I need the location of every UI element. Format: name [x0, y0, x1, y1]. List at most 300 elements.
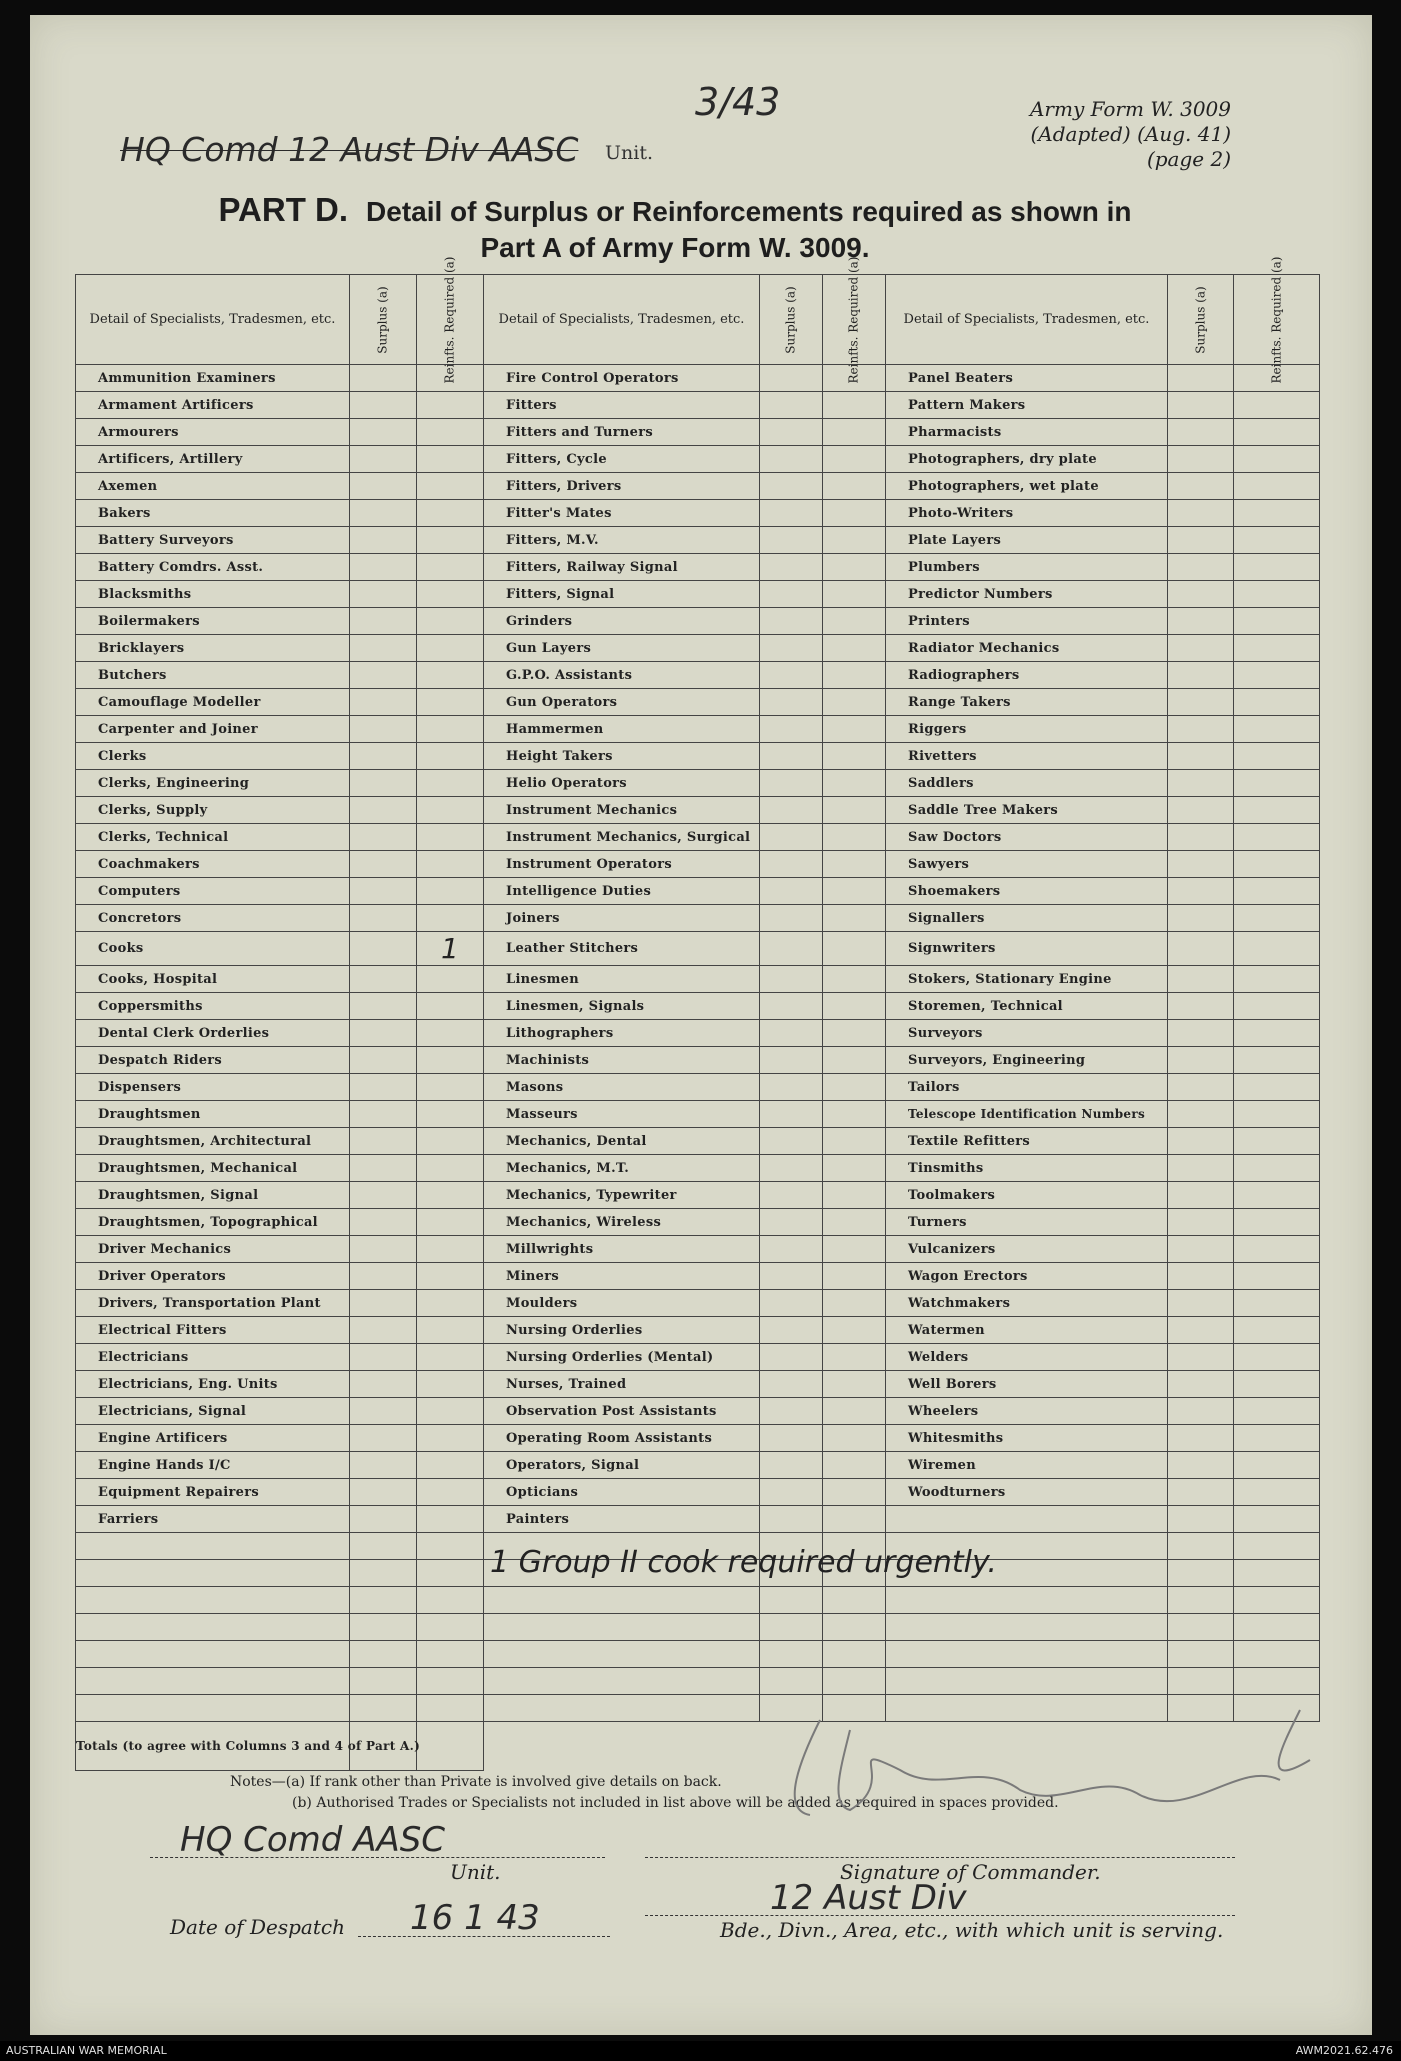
surplus-cell[interactable] [350, 1209, 417, 1236]
blank-cell[interactable] [484, 1614, 760, 1641]
reinf-cell[interactable] [417, 1452, 484, 1479]
surplus-cell[interactable] [760, 1398, 823, 1425]
blank-cell[interactable] [1234, 1587, 1320, 1614]
surplus-cell[interactable] [1168, 365, 1234, 392]
surplus-cell[interactable] [350, 1425, 417, 1452]
reinf-cell[interactable] [417, 473, 484, 500]
reinf-cell[interactable] [417, 1506, 484, 1533]
blank-cell[interactable] [350, 1533, 417, 1560]
surplus-cell[interactable] [350, 743, 417, 770]
reinf-cell[interactable] [823, 905, 886, 932]
reinf-cell[interactable] [823, 824, 886, 851]
reinf-cell[interactable] [417, 1182, 484, 1209]
reinf-cell[interactable] [417, 1074, 484, 1101]
reinf-cell[interactable] [1234, 1452, 1320, 1479]
blank-cell[interactable] [76, 1668, 350, 1695]
surplus-cell[interactable] [1168, 743, 1234, 770]
surplus-cell[interactable] [1168, 1371, 1234, 1398]
blank-cell[interactable] [417, 1668, 484, 1695]
reinf-cell[interactable] [417, 581, 484, 608]
blank-cell[interactable] [1168, 1614, 1234, 1641]
surplus-cell[interactable] [350, 662, 417, 689]
surplus-cell[interactable] [350, 993, 417, 1020]
surplus-cell[interactable] [350, 1182, 417, 1209]
surplus-cell[interactable] [1168, 905, 1234, 932]
blank-cell[interactable] [484, 1695, 760, 1722]
reinf-cell[interactable] [417, 905, 484, 932]
surplus-cell[interactable] [760, 392, 823, 419]
reinf-cell[interactable] [1234, 689, 1320, 716]
surplus-cell[interactable] [350, 716, 417, 743]
reinf-cell[interactable] [823, 1479, 886, 1506]
blank-cell[interactable] [417, 1560, 484, 1587]
reinf-cell[interactable] [417, 1128, 484, 1155]
surplus-cell[interactable] [350, 527, 417, 554]
reinf-cell[interactable] [1234, 797, 1320, 824]
blank-cell[interactable] [760, 1587, 823, 1614]
surplus-cell[interactable] [350, 689, 417, 716]
blank-cell[interactable] [886, 1641, 1168, 1668]
surplus-cell[interactable] [760, 662, 823, 689]
surplus-cell[interactable] [760, 716, 823, 743]
reinf-cell[interactable] [823, 1047, 886, 1074]
surplus-cell[interactable] [760, 581, 823, 608]
reinf-cell[interactable] [1234, 770, 1320, 797]
reinf-cell[interactable] [417, 635, 484, 662]
surplus-cell[interactable] [760, 1047, 823, 1074]
surplus-cell[interactable] [1168, 1452, 1234, 1479]
surplus-cell[interactable] [350, 635, 417, 662]
reinf-cell[interactable] [1234, 932, 1320, 966]
surplus-cell[interactable] [760, 1182, 823, 1209]
reinf-cell[interactable] [1234, 1182, 1320, 1209]
surplus-cell[interactable] [1168, 1047, 1234, 1074]
surplus-cell[interactable] [350, 581, 417, 608]
surplus-cell[interactable] [760, 1101, 823, 1128]
reinf-cell[interactable] [417, 824, 484, 851]
surplus-cell[interactable] [760, 554, 823, 581]
reinf-cell[interactable] [823, 1398, 886, 1425]
reinf-cell[interactable] [1234, 662, 1320, 689]
blank-cell[interactable] [417, 1533, 484, 1560]
surplus-cell[interactable] [350, 1236, 417, 1263]
surplus-cell[interactable] [1168, 1236, 1234, 1263]
surplus-cell[interactable] [1168, 527, 1234, 554]
blank-cell[interactable] [76, 1587, 350, 1614]
blank-cell[interactable] [76, 1533, 350, 1560]
surplus-cell[interactable] [760, 1479, 823, 1506]
reinf-cell[interactable] [823, 392, 886, 419]
surplus-cell[interactable] [760, 932, 823, 966]
reinf-cell[interactable] [417, 966, 484, 993]
surplus-cell[interactable] [350, 851, 417, 878]
reinf-cell[interactable] [417, 1398, 484, 1425]
reinf-cell[interactable] [417, 608, 484, 635]
surplus-cell[interactable] [760, 473, 823, 500]
surplus-cell[interactable] [350, 1020, 417, 1047]
blank-cell[interactable] [1234, 1614, 1320, 1641]
blank-cell[interactable] [760, 1668, 823, 1695]
reinf-cell[interactable] [417, 689, 484, 716]
reinf-cell[interactable] [417, 1425, 484, 1452]
reinf-cell[interactable] [1234, 1398, 1320, 1425]
blank-cell[interactable] [760, 1614, 823, 1641]
surplus-cell[interactable] [350, 392, 417, 419]
reinf-cell[interactable] [823, 1074, 886, 1101]
surplus-cell[interactable] [350, 419, 417, 446]
reinf-cell[interactable] [417, 851, 484, 878]
surplus-cell[interactable] [1168, 419, 1234, 446]
surplus-cell[interactable] [1168, 608, 1234, 635]
surplus-cell[interactable] [1168, 1182, 1234, 1209]
surplus-cell[interactable] [350, 1290, 417, 1317]
reinf-cell[interactable] [823, 993, 886, 1020]
reinf-cell[interactable] [823, 635, 886, 662]
reinf-cell[interactable] [1234, 824, 1320, 851]
reinf-cell[interactable] [417, 1344, 484, 1371]
surplus-cell[interactable] [350, 1344, 417, 1371]
surplus-cell[interactable] [1168, 966, 1234, 993]
surplus-cell[interactable] [760, 689, 823, 716]
blank-cell[interactable] [350, 1560, 417, 1587]
surplus-cell[interactable] [350, 500, 417, 527]
surplus-cell[interactable] [760, 824, 823, 851]
surplus-cell[interactable] [350, 966, 417, 993]
reinf-cell[interactable] [823, 966, 886, 993]
reinf-cell[interactable] [823, 1155, 886, 1182]
reinf-cell[interactable] [1234, 1344, 1320, 1371]
reinf-cell[interactable] [417, 446, 484, 473]
reinf-cell[interactable] [823, 419, 886, 446]
reinf-cell[interactable] [1234, 473, 1320, 500]
reinf-cell[interactable] [1234, 743, 1320, 770]
reinf-cell[interactable] [1234, 1506, 1320, 1533]
surplus-cell[interactable] [1168, 1479, 1234, 1506]
surplus-cell[interactable] [350, 1452, 417, 1479]
reinf-cell[interactable] [1234, 1047, 1320, 1074]
surplus-cell[interactable] [350, 824, 417, 851]
surplus-cell[interactable] [760, 365, 823, 392]
surplus-cell[interactable] [350, 1506, 417, 1533]
surplus-cell[interactable] [760, 608, 823, 635]
reinf-cell[interactable] [823, 662, 886, 689]
surplus-cell[interactable] [350, 1074, 417, 1101]
surplus-cell[interactable] [760, 1020, 823, 1047]
reinf-cell[interactable] [417, 1371, 484, 1398]
surplus-cell[interactable] [350, 1263, 417, 1290]
surplus-cell[interactable] [760, 527, 823, 554]
surplus-cell[interactable] [350, 446, 417, 473]
blank-cell[interactable] [484, 1587, 760, 1614]
surplus-cell[interactable] [760, 1209, 823, 1236]
reinf-cell[interactable] [417, 1047, 484, 1074]
reinf-cell[interactable] [823, 1128, 886, 1155]
reinf-cell[interactable] [823, 1425, 886, 1452]
reinf-cell[interactable] [823, 1344, 886, 1371]
reinf-cell[interactable] [823, 1452, 886, 1479]
reinf-cell[interactable] [417, 1290, 484, 1317]
reinf-cell[interactable] [1234, 1290, 1320, 1317]
surplus-cell[interactable] [760, 1128, 823, 1155]
blank-cell[interactable] [1234, 1641, 1320, 1668]
blank-cell[interactable] [823, 1614, 886, 1641]
surplus-cell[interactable] [760, 419, 823, 446]
surplus-cell[interactable] [1168, 878, 1234, 905]
reinf-cell[interactable] [823, 1263, 886, 1290]
blank-cell[interactable] [350, 1668, 417, 1695]
reinf-cell[interactable] [417, 1101, 484, 1128]
surplus-cell[interactable] [760, 1074, 823, 1101]
reinf-cell[interactable] [823, 1290, 886, 1317]
blank-cell[interactable] [76, 1560, 350, 1587]
blank-cell[interactable] [886, 1668, 1168, 1695]
reinf-cell[interactable] [823, 527, 886, 554]
surplus-cell[interactable] [1168, 689, 1234, 716]
reinf-cell[interactable] [417, 1209, 484, 1236]
reinf-cell[interactable] [1234, 419, 1320, 446]
reinf-cell[interactable] [417, 1479, 484, 1506]
reinf-cell[interactable] [1234, 1128, 1320, 1155]
reinf-cell[interactable] [1234, 554, 1320, 581]
reinf-cell[interactable] [1234, 1263, 1320, 1290]
surplus-cell[interactable] [1168, 932, 1234, 966]
surplus-cell[interactable] [350, 770, 417, 797]
reinf-cell[interactable] [823, 1506, 886, 1533]
reinf-cell[interactable] [1234, 1479, 1320, 1506]
reinf-cell[interactable] [823, 473, 886, 500]
reinf-cell[interactable] [417, 1155, 484, 1182]
surplus-cell[interactable] [1168, 554, 1234, 581]
reinf-cell[interactable] [1234, 966, 1320, 993]
reinf-cell[interactable] [823, 1236, 886, 1263]
surplus-cell[interactable] [350, 932, 417, 966]
surplus-cell[interactable] [760, 770, 823, 797]
reinf-cell[interactable] [1234, 851, 1320, 878]
surplus-cell[interactable] [1168, 1344, 1234, 1371]
blank-cell[interactable] [484, 1641, 760, 1668]
surplus-cell[interactable] [1168, 716, 1234, 743]
surplus-cell[interactable] [1168, 1290, 1234, 1317]
surplus-cell[interactable] [760, 797, 823, 824]
reinf-cell[interactable] [823, 770, 886, 797]
blank-cell[interactable] [1234, 1668, 1320, 1695]
surplus-cell[interactable] [760, 500, 823, 527]
surplus-cell[interactable] [1168, 1101, 1234, 1128]
reinf-cell[interactable] [417, 1263, 484, 1290]
reinf-cell[interactable] [1234, 1020, 1320, 1047]
surplus-cell[interactable] [1168, 1020, 1234, 1047]
total-reinf-cell[interactable] [417, 1722, 484, 1771]
surplus-cell[interactable] [760, 1290, 823, 1317]
surplus-cell[interactable] [1168, 500, 1234, 527]
surplus-cell[interactable] [1168, 635, 1234, 662]
surplus-cell[interactable] [1168, 1398, 1234, 1425]
reinf-cell[interactable] [417, 743, 484, 770]
blank-cell[interactable] [417, 1614, 484, 1641]
reinf-cell[interactable] [1234, 716, 1320, 743]
reinf-cell[interactable] [823, 878, 886, 905]
surplus-cell[interactable] [350, 797, 417, 824]
reinf-cell[interactable] [417, 1236, 484, 1263]
blank-cell[interactable] [760, 1641, 823, 1668]
reinf-cell[interactable] [417, 797, 484, 824]
blank-cell[interactable] [1234, 1560, 1320, 1587]
reinf-cell[interactable] [823, 932, 886, 966]
surplus-cell[interactable] [1168, 993, 1234, 1020]
surplus-cell[interactable] [350, 473, 417, 500]
reinf-cell[interactable] [823, 1020, 886, 1047]
surplus-cell[interactable] [760, 1506, 823, 1533]
surplus-cell[interactable] [350, 1371, 417, 1398]
blank-cell[interactable] [417, 1587, 484, 1614]
surplus-cell[interactable] [760, 851, 823, 878]
blank-cell[interactable] [484, 1668, 760, 1695]
reinf-cell[interactable] [1234, 635, 1320, 662]
reinf-cell[interactable] [823, 743, 886, 770]
reinf-cell[interactable] [1234, 446, 1320, 473]
surplus-cell[interactable] [1168, 1155, 1234, 1182]
surplus-cell[interactable] [1168, 1209, 1234, 1236]
surplus-cell[interactable] [1168, 1263, 1234, 1290]
surplus-cell[interactable] [1168, 1425, 1234, 1452]
surplus-cell[interactable] [760, 446, 823, 473]
reinf-cell[interactable] [1234, 500, 1320, 527]
surplus-cell[interactable] [350, 905, 417, 932]
reinf-cell[interactable] [417, 662, 484, 689]
blank-cell[interactable] [76, 1614, 350, 1641]
reinf-cell[interactable] [1234, 993, 1320, 1020]
surplus-cell[interactable] [760, 1155, 823, 1182]
reinf-cell[interactable] [823, 716, 886, 743]
surplus-cell[interactable] [760, 1236, 823, 1263]
reinf-cell[interactable] [417, 770, 484, 797]
surplus-cell[interactable] [350, 1155, 417, 1182]
reinf-cell[interactable] [1234, 392, 1320, 419]
surplus-cell[interactable] [1168, 1074, 1234, 1101]
blank-cell[interactable] [417, 1695, 484, 1722]
reinf-cell[interactable] [1234, 905, 1320, 932]
surplus-cell[interactable] [760, 1371, 823, 1398]
reinf-cell[interactable] [417, 554, 484, 581]
blank-cell[interactable] [886, 1587, 1168, 1614]
surplus-cell[interactable] [760, 1263, 823, 1290]
surplus-cell[interactable] [760, 1317, 823, 1344]
surplus-cell[interactable] [350, 1479, 417, 1506]
reinf-cell[interactable] [1234, 878, 1320, 905]
surplus-cell[interactable] [1168, 1128, 1234, 1155]
surplus-cell[interactable] [1168, 392, 1234, 419]
reinf-cell[interactable] [823, 554, 886, 581]
reinf-cell[interactable] [417, 716, 484, 743]
surplus-cell[interactable] [1168, 824, 1234, 851]
reinf-cell[interactable] [1234, 1317, 1320, 1344]
reinf-cell[interactable] [823, 446, 886, 473]
reinf-cell[interactable] [823, 1182, 886, 1209]
reinf-cell[interactable] [1234, 1425, 1320, 1452]
reinf-cell[interactable] [1234, 1101, 1320, 1128]
surplus-cell[interactable] [1168, 662, 1234, 689]
surplus-cell[interactable] [350, 1101, 417, 1128]
reinf-cell[interactable] [417, 878, 484, 905]
blank-cell[interactable] [886, 1614, 1168, 1641]
surplus-cell[interactable] [350, 608, 417, 635]
reinf-cell[interactable] [823, 851, 886, 878]
blank-cell[interactable] [1234, 1533, 1320, 1560]
surplus-cell[interactable] [760, 993, 823, 1020]
reinf-cell[interactable] [823, 608, 886, 635]
reinf-cell[interactable] [417, 993, 484, 1020]
surplus-cell[interactable] [760, 1344, 823, 1371]
surplus-cell[interactable] [1168, 581, 1234, 608]
blank-cell[interactable] [823, 1587, 886, 1614]
reinf-cell[interactable] [417, 500, 484, 527]
surplus-cell[interactable] [1168, 473, 1234, 500]
blank-cell[interactable] [350, 1695, 417, 1722]
blank-cell[interactable] [823, 1641, 886, 1668]
surplus-cell[interactable] [760, 635, 823, 662]
blank-cell[interactable] [1168, 1533, 1234, 1560]
reinf-cell[interactable] [1234, 1074, 1320, 1101]
surplus-cell[interactable] [1168, 1506, 1234, 1533]
surplus-cell[interactable] [760, 878, 823, 905]
reinf-cell[interactable] [1234, 608, 1320, 635]
blank-cell[interactable] [417, 1641, 484, 1668]
reinf-cell[interactable] [417, 1020, 484, 1047]
reinf-cell[interactable] [1234, 1155, 1320, 1182]
reinf-cell[interactable] [823, 1317, 886, 1344]
surplus-cell[interactable] [1168, 1317, 1234, 1344]
blank-cell[interactable] [350, 1587, 417, 1614]
surplus-cell[interactable] [1168, 797, 1234, 824]
blank-cell[interactable] [1168, 1560, 1234, 1587]
blank-cell[interactable] [823, 1668, 886, 1695]
blank-cell[interactable] [76, 1695, 350, 1722]
reinf-cell[interactable] [1234, 1236, 1320, 1263]
surplus-cell[interactable] [760, 966, 823, 993]
surplus-cell[interactable] [350, 878, 417, 905]
blank-cell[interactable] [1168, 1587, 1234, 1614]
reinf-cell[interactable] [823, 797, 886, 824]
blank-cell[interactable] [76, 1641, 350, 1668]
surplus-cell[interactable] [1168, 446, 1234, 473]
surplus-cell[interactable] [760, 1452, 823, 1479]
blank-cell[interactable] [350, 1614, 417, 1641]
blank-cell[interactable] [350, 1641, 417, 1668]
reinf-cell[interactable] [1234, 1209, 1320, 1236]
reinf-cell[interactable] [417, 527, 484, 554]
reinf-cell[interactable] [823, 1371, 886, 1398]
reinf-cell[interactable] [1234, 527, 1320, 554]
reinf-cell[interactable] [1234, 1371, 1320, 1398]
reinf-cell[interactable] [823, 689, 886, 716]
surplus-cell[interactable] [350, 554, 417, 581]
surplus-cell[interactable] [350, 365, 417, 392]
surplus-cell[interactable] [1168, 770, 1234, 797]
surplus-cell[interactable] [1168, 851, 1234, 878]
surplus-cell[interactable] [760, 905, 823, 932]
reinf-cell[interactable] [417, 1317, 484, 1344]
surplus-cell[interactable] [350, 1398, 417, 1425]
surplus-cell[interactable] [350, 1317, 417, 1344]
surplus-cell[interactable] [760, 743, 823, 770]
blank-cell[interactable] [1168, 1641, 1234, 1668]
reinf-cell[interactable] [823, 1101, 886, 1128]
surplus-cell[interactable] [350, 1047, 417, 1074]
cooks-reinf-cell[interactable]: 1 [417, 932, 484, 966]
surplus-cell[interactable] [760, 1425, 823, 1452]
surplus-cell[interactable] [350, 1128, 417, 1155]
blank-cell[interactable] [1168, 1668, 1234, 1695]
